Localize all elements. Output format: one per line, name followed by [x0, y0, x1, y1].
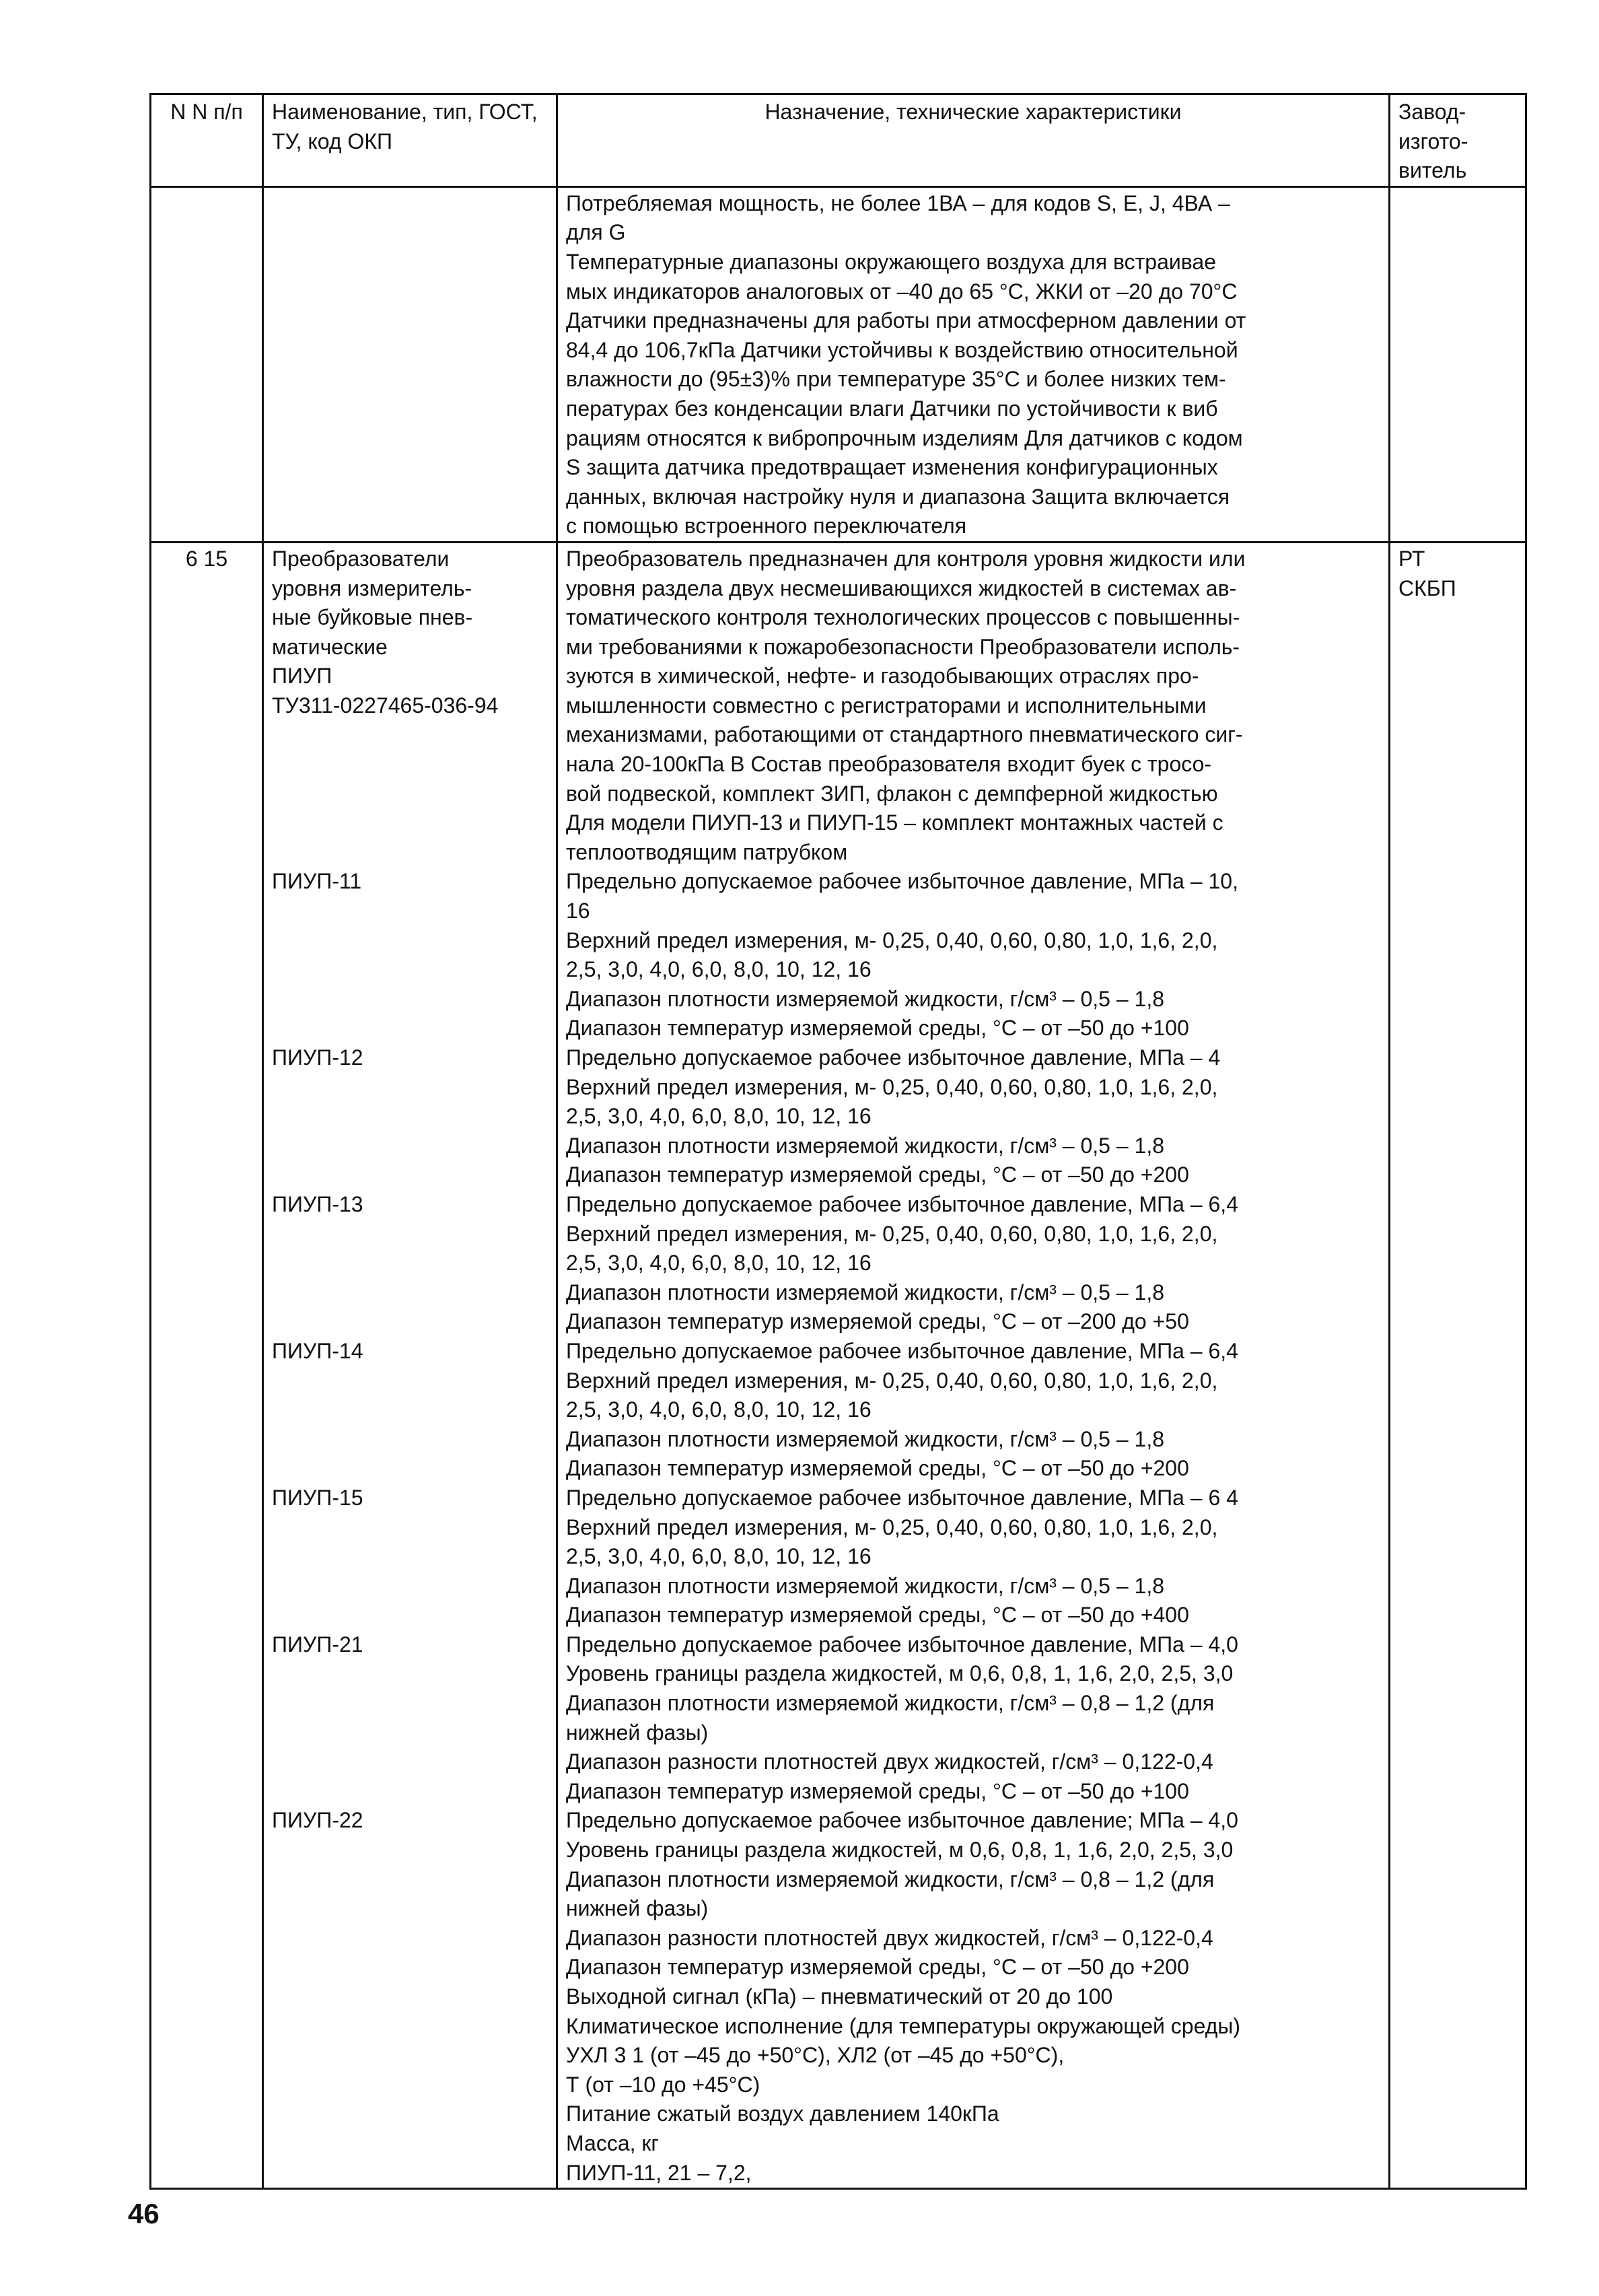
- spacer: [272, 1220, 548, 1249]
- spacer: [272, 1659, 548, 1689]
- tail-line: УХЛ 3 1 (от –45 до +50°С), ХЛ2 (от –45 до +50°С),: [566, 2043, 1065, 2068]
- intro-line: Для модели ПИУП-13 и ПИУП-15 – комплект монтажных частей с: [566, 810, 1223, 835]
- cont-desc-cell: [557, 186, 1390, 542]
- desc-line: для G: [566, 220, 626, 245]
- spacer: [272, 1073, 548, 1103]
- tail-line: ПИУП-11, 21 – 7,2,: [566, 2160, 752, 2185]
- model-spec-line: Предельно допускаемое рабочее избыточное давление, МПа – 4: [566, 1045, 1221, 1070]
- name-line: матические: [272, 634, 388, 659]
- name-line: Преобразователи: [272, 546, 450, 571]
- model-spec-line: нижней фазы): [566, 1896, 709, 1921]
- header-maker: Завод-изгото-витель: [1390, 94, 1526, 187]
- intro-line: мышленности совместно с регистраторами и исполнительными: [566, 693, 1207, 718]
- intro-line: механизмами, работающими от стандартного пневматического сиг-: [566, 722, 1243, 747]
- desc-line: Датчики предназначены для работы при атмосферном давлении от: [566, 308, 1246, 333]
- desc-line: рациям относятся к вибропрочным изделиям Для датчиков с кодом: [566, 425, 1243, 450]
- spacer: [272, 1102, 548, 1132]
- header-row: [151, 94, 1526, 187]
- spacer: [272, 1747, 548, 1777]
- spacer: [272, 720, 548, 750]
- spacer: [272, 838, 548, 868]
- model-name: ПИУП-12: [272, 1045, 363, 1070]
- spacer: [272, 926, 548, 956]
- model-spec-line: Предельно допускаемое рабочее избыточное давление, МПа – 6,4: [566, 1338, 1238, 1363]
- model-spec-line: Диапазон температур измеряемой среды, °С – от –50 до +400: [566, 1603, 1189, 1628]
- intro-line: уровня раздела двух несмешивающихся жидкостей в системах ав-: [566, 576, 1237, 600]
- tail-line: Т (от –10 до +45°С): [566, 2072, 760, 2097]
- intro-line: зуются в химической, нефте- и газодобывающих отраслях про-: [566, 664, 1199, 689]
- spacer: [272, 750, 548, 779]
- maker-line: РТ: [1398, 546, 1425, 571]
- model-name: ПИУП-13: [272, 1191, 363, 1216]
- spacer: [272, 1777, 548, 1807]
- cont-num-cell: [151, 186, 263, 542]
- spacer: [272, 1513, 548, 1543]
- model-spec-line: Предельно допускаемое рабочее избыточное давление, МПа – 4,0: [566, 1632, 1238, 1657]
- desc-line: с помощью встроенного переключателя: [566, 514, 967, 538]
- model-name: ПИУП-15: [272, 1485, 363, 1510]
- model-spec-line: 2,5, 3,0, 4,0, 6,0, 8,0, 10, 12, 16: [566, 1397, 872, 1422]
- entry-row: [151, 542, 1526, 2188]
- entry-desc-cell: [557, 542, 1390, 2188]
- name-line: ПИУП: [272, 664, 332, 689]
- desc-line: 84,4 до 106,7кПа Датчики устойчивы к воздействию относительной: [566, 337, 1238, 362]
- model-spec-line: Диапазон плотности измеряемой жидкости, г/см³ – 0,5 – 1,8: [566, 986, 1165, 1011]
- tail-line: Масса, кг: [566, 2130, 660, 2155]
- model-name: ПИУП-22: [272, 1808, 363, 1833]
- model-spec-line: Верхний предел измерения, м- 0,25, 0,40, 0,60, 0,80, 1,0, 1,6, 2,0,: [566, 1368, 1218, 1393]
- name-line: ТУ311-0227465-036-94: [272, 693, 499, 718]
- model-spec-line: Диапазон плотности измеряемой жидкости, г/см³ – 0,5 – 1,8: [566, 1133, 1165, 1158]
- spacer: [272, 1160, 548, 1190]
- intro-line: Преобразователь предназначен для контроля уровня жидкости или: [566, 546, 1246, 571]
- spacer: [272, 779, 548, 809]
- model-spec-line: Уровень границы раздела жидкостей, м 0,6, 0,8, 1, 1,6, 2,0, 2,5, 3,0: [566, 1838, 1234, 1863]
- spacer: [272, 1395, 548, 1425]
- intro-line: вой подвеской, комплект ЗИП, флакон с демпферной жидкостью: [566, 781, 1218, 806]
- desc-line: S защита датчика предотвращает изменения конфигурационных: [566, 455, 1218, 480]
- desc-line: Потребляемая мощность, не более 1ВА – для кодов S, E, J, 4ВА –: [566, 190, 1230, 215]
- spec-table: [149, 93, 1527, 2190]
- model-spec-line: Диапазон температур измеряемой среды, °С – от –50 до +200: [566, 1162, 1189, 1187]
- model-spec-line: Диапазон разности плотностей двух жидкостей, г/см³ – 0,122-0,4: [566, 1749, 1213, 1774]
- model-spec-line: Диапазон разности плотностей двух жидкостей, г/см³ – 0,122-0,4: [566, 1925, 1213, 1950]
- name-line: уровня измеритель-: [272, 576, 472, 600]
- model-spec-line: Верхний предел измерения, м- 0,25, 0,40, 0,60, 0,80, 1,0, 1,6, 2,0,: [566, 928, 1218, 952]
- tail-line: Питание сжатый воздух давлением 140кПа: [566, 2101, 999, 2126]
- model-spec-line: нижней фазы): [566, 1720, 709, 1745]
- spacer: [272, 1249, 548, 1278]
- model-spec-line: Предельно допускаемое рабочее избыточное давление, МПа – 6 4: [566, 1485, 1238, 1510]
- model-spec-line: 2,5, 3,0, 4,0, 6,0, 8,0, 10, 12, 16: [566, 1544, 872, 1569]
- intro-line: нала 20-100кПа В Состав преобразователя входит буек с тросо-: [566, 752, 1212, 777]
- model-spec-line: Диапазон температур измеряемой среды, °С – от –50 до +200: [566, 1955, 1189, 1980]
- spacer: [272, 1718, 548, 1748]
- model-spec-line: Предельно допускаемое рабочее избыточное давление; МПа – 4,0: [566, 1808, 1238, 1833]
- spacer: [272, 1689, 548, 1718]
- spacer: [272, 1454, 548, 1484]
- desc-line: пературах без конденсации влаги Датчики по устойчивости к виб: [566, 396, 1218, 421]
- model-spec-line: 16: [566, 899, 590, 924]
- model-spec-line: Диапазон температур измеряемой среды, °С – от –50 до +100: [566, 1016, 1189, 1041]
- model-spec-line: 2,5, 3,0, 4,0, 6,0, 8,0, 10, 12, 16: [566, 1104, 872, 1129]
- model-spec-line: Диапазон плотности измеряемой жидкости, г/см³ – 0,8 – 1,2 (для: [566, 1867, 1215, 1891]
- model-name: ПИУП-21: [272, 1632, 363, 1657]
- header-num: N N п/п: [151, 94, 263, 187]
- model-spec-line: Предельно допускаемое рабочее избыточное давление, МПа – 6,4: [566, 1191, 1238, 1216]
- spacer: [272, 808, 548, 838]
- entry-name-cell: [263, 542, 557, 2188]
- model-spec-line: Верхний предел измерения, м- 0,25, 0,40, 0,60, 0,80, 1,0, 1,6, 2,0,: [566, 1515, 1218, 1539]
- model-spec-line: 2,5, 3,0, 4,0, 6,0, 8,0, 10, 12, 16: [566, 957, 872, 982]
- desc-line: мых индикаторов аналоговых от –40 до 65 °С, ЖКИ от –20 до 70°С: [566, 279, 1238, 304]
- cont-name-cell: [263, 186, 557, 542]
- spacer: [272, 985, 548, 1014]
- spacer: [272, 955, 548, 985]
- model-spec-line: Верхний предел измерения, м- 0,25, 0,40, 0,60, 0,80, 1,0, 1,6, 2,0,: [566, 1074, 1218, 1099]
- model-spec-line: Предельно допускаемое рабочее избыточное давление, МПа – 10,: [566, 869, 1238, 894]
- model-spec-line: 2,5, 3,0, 4,0, 6,0, 8,0, 10, 12, 16: [566, 1251, 872, 1276]
- tail-line: Выходной сигнал (кПа) – пневматический от 20 до 100: [566, 1984, 1113, 2009]
- model-spec-line: Диапазон плотности измеряемой жидкости, г/см³ – 0,5 – 1,8: [566, 1280, 1165, 1304]
- intro-line: томатического контроля технологических процессов с повышенны-: [566, 605, 1240, 630]
- model-name: ПИУП-11: [272, 869, 362, 894]
- spacer: [272, 1307, 548, 1337]
- model-spec-line: Уровень границы раздела жидкостей, м 0,6, 0,8, 1, 1,6, 2,0, 2,5, 3,0: [566, 1661, 1234, 1686]
- continuation-row: [151, 186, 1526, 542]
- model-spec-line: Диапазон плотности измеряемой жидкости, г/см³ – 0,8 – 1,2 (для: [566, 1691, 1215, 1716]
- model-spec-line: Диапазон температур измеряемой среды, °С – от –200 до +50: [566, 1309, 1189, 1334]
- desc-line: Температурные диапазоны окружающего воздуха для встраивае: [566, 249, 1216, 274]
- model-spec-line: Диапазон температур измеряемой среды, °С – от –50 до +100: [566, 1778, 1189, 1803]
- entry-maker-cell: [1390, 542, 1526, 2188]
- spacer: [272, 1425, 548, 1455]
- page-number: 46: [128, 2198, 159, 2229]
- header-name: Наименование, тип, ГОСТ, ТУ, код ОКП: [263, 94, 557, 187]
- cont-maker-cell: [1390, 186, 1526, 542]
- spacer: [272, 1542, 548, 1572]
- header-desc: Назначение, технические характеристики: [557, 94, 1390, 187]
- desc-line: влажности до (95±3)% при температуре 35°С и более низких тем-: [566, 367, 1226, 392]
- model-spec-line: Верхний предел измерения, м- 0,25, 0,40, 0,60, 0,80, 1,0, 1,6, 2,0,: [566, 1221, 1218, 1246]
- model-spec-line: Диапазон плотности измеряемой жидкости, г/см³ – 0,5 – 1,8: [566, 1426, 1165, 1451]
- spacer: [272, 1278, 548, 1308]
- entry-number: 6 15: [151, 542, 263, 2188]
- tail-line: Климатическое исполнение (для температуры окружающей среды): [566, 2013, 1241, 2038]
- spacer: [272, 1572, 548, 1601]
- model-spec-line: Диапазон температур измеряемой среды, °С – от –50 до +200: [566, 1456, 1189, 1481]
- spacer: [272, 1366, 548, 1396]
- name-line: ные буйковые пнев-: [272, 605, 473, 630]
- spacer: [272, 897, 548, 926]
- model-name: ПИУП-14: [272, 1338, 363, 1363]
- desc-line: данных, включая настройку нуля и диапазона Защита включается: [566, 484, 1230, 509]
- spacer: [272, 1132, 548, 1161]
- spacer: [272, 1601, 548, 1630]
- intro-line: ми требованиями к пожаробезопасности Преобразователи исполь-: [566, 634, 1240, 659]
- intro-line: теплоотводящим патрубком: [566, 839, 848, 864]
- maker-line: СКБП: [1398, 576, 1456, 600]
- model-spec-line: Диапазон плотности измеряемой жидкости, г/см³ – 0,5 – 1,8: [566, 1573, 1165, 1598]
- spacer: [272, 1014, 548, 1043]
